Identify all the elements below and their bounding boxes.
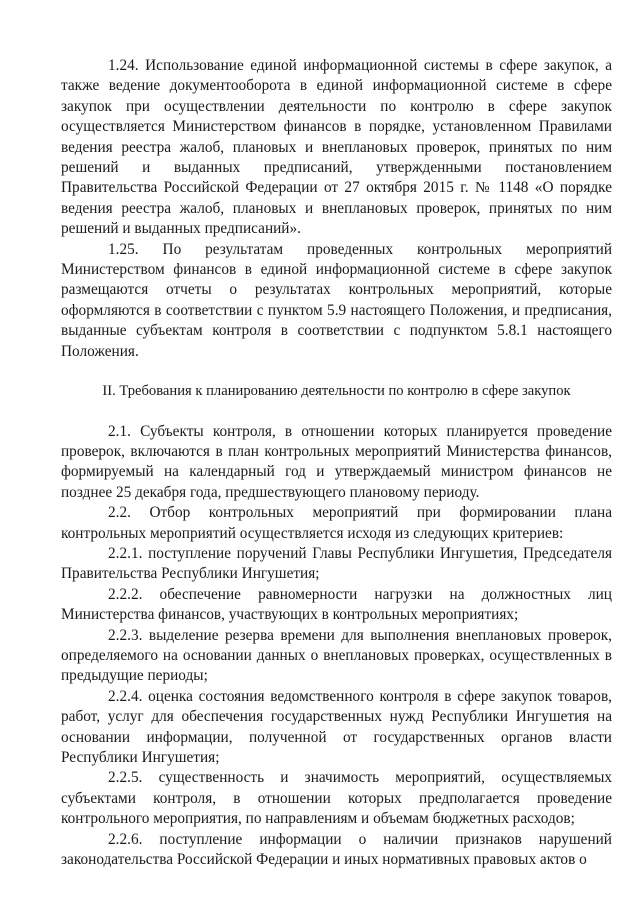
document-page xyxy=(61,56,612,870)
paragraph-2-2-5: 2.2.5. существенность и значимость мероприятий, осуществляемых субъектами контроля, в отношении которых предполагается проведение контрольного мероприятия, по направлениям и объемам бюджетных расходов; xyxy=(61,769,612,828)
paragraph-2-2-2: 2.2.2. обеспечение равномерности нагрузки на должностных лиц Министерства финансов, участвующих в контрольных мероприятиях; xyxy=(61,585,612,624)
paragraph-1-25: 1.25. По результатам проведенных контрольных мероприятий Министерством финансов в единой информационной системе в сфере закупок размещаются отчеты о результатах контрольных мероприятий, которые оформляются в соответствии с пунктом 5.9 настоящего Положения, и предписания, выданные субъектам контроля в соответствии с подпунктом 5.8.1 настоящего Положения. xyxy=(61,240,612,360)
paragraph-2-2-4: 2.2.4. оценка состояния ведомственного контроля в сфере закупок товаров, работ, услуг для обеспечения государственных нужд Республики Ингушетия на основании информации, полученной от государственных органов власти Республики Ингушетия; xyxy=(61,687,612,766)
paragraph-2-2-6: 2.2.6. поступление информации о наличии признаков нарушений законодательства Российской Федерации и иных нормативных правовых актов о xyxy=(61,830,612,869)
paragraph-2-1: 2.1. Субъекты контроля, в отношении которых планируется проведение проверок, включаются в план контрольных мероприятий Министерства финансов, формируемый на календарный год и утверждаемый министром финансов не позднее 25 декабря года, предшествующего плановому периоду. xyxy=(61,422,612,501)
paragraph-2-2: 2.2. Отбор контрольных мероприятий при формировании плана контрольных мероприятий осуществляется исходя из следующих критериев: xyxy=(61,504,612,542)
paragraph-1-24: 1.24. Использование единой информационной системы в сфере закупок, а также ведение документооборота в единой информационной системе в сфере закупок при осуществлении деятельности по контролю в сфере закупок осуществляется Министерством финансов в порядке, установленном Правилами ведения реестра жалоб, плановых и внеплановых проверок, принятых по ним решений и выданных предписаний, утвержденными постановлением Правительства Российской Федерации от 27 октября 2015 г. № 1148 «О порядке ведения реестра жалоб, плановых и внеплановых проверок, принятых по ним решений и выданных предписаний». xyxy=(61,57,612,238)
paragraph-2-2-3: 2.2.3. выделение резерва времени для выполнения внеплановых проверок, определяемого на основании данных о внеплановых проверках, осуществленных в предыдущие периоды; xyxy=(61,626,612,685)
paragraph-2-2-1: 2.2.1. поступление поручений Главы Республики Ингушетия, Председателя Правительства Республики Ингушетия; xyxy=(61,544,612,583)
section-2-heading: II. Требования к планированию деятельности по контролю в сфере закупок xyxy=(102,383,571,400)
